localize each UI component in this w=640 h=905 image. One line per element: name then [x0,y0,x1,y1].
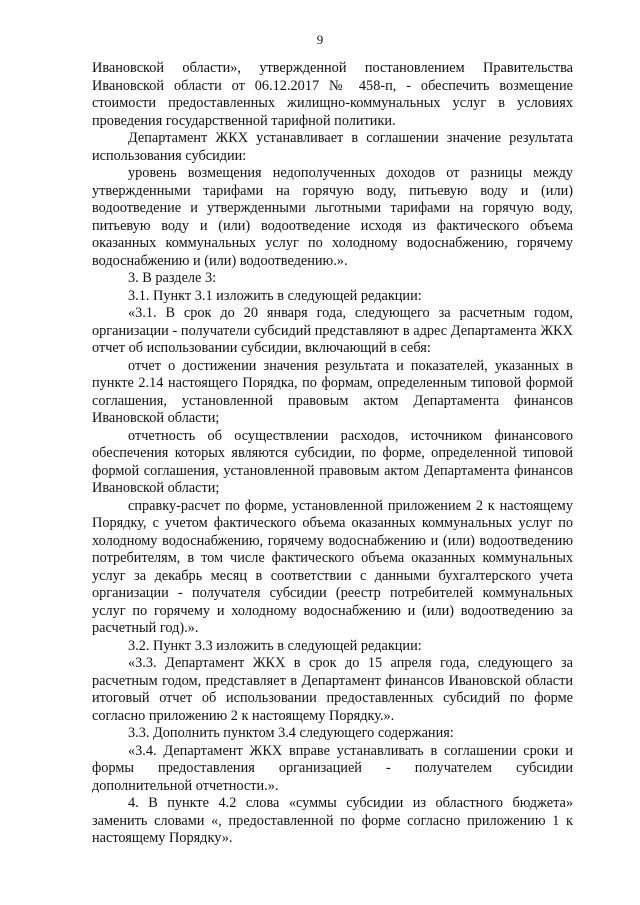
paragraph: «3.1. В срок до 20 января года, следующего за расчетным годом, организации - получатели субсидий представляют в адрес Департамента ЖКХ отчет об использовании субсидии, включающий в себя: [92,305,573,356]
section-heading: 3. В разделе 3: [128,270,217,286]
subsection-heading: 3.1. Пункт 3.1 изложить в следующей редакции: [128,287,422,304]
paragraph: отчет о достижении значения результата и показателей, указанных в пункте 2.14 настоящего Порядка, по формам, определенным типовой формой соглашения, установленной правовым актом Департамента финансов Ивановской области; [92,357,573,426]
paragraph: 4. В пункте 4.2 слова «суммы субсидии из областного бюджета» заменить словами «, предоставленной по форме согласно приложению 1 к настоящему Порядку». [92,795,573,846]
subsection-heading: 3.2. Пункт 3.3 изложить в следующей редакции: [128,637,422,654]
paragraph: справку-расчет по форме, установленной приложением 2 к настоящему Порядку, с учетом фактического объема оказанных коммунальных услуг по холодному водоснабжению, горячему водоснабжению и (или) водоотведению потребителям, в том числе фактического объема оказанных коммунальных услуг за декабрь месяц в соответствии с данными бухгалтерского учета организации - получателя субсидии (реестр потребителей коммунальных услуг по горячему и холодному водоснабжению и (или) водоотведению за расчетный год).». [92,497,573,636]
paragraph: уровень возмещения недополученных доходов от разницы между утвержденными тарифами на горячую воду, питьевую воду и (или) водоотведение и утвержденными льготными тарифами на горячую воду, питьевую воду и (или) водоотведение исходя из фактического объема оказанных коммунальных услуг по холодному водоснабжению, горячему водоснабжению и (или) водоотведению.». [92,165,573,269]
paragraph: Департамент ЖКХ устанавливает в соглашении значение результата использования субсидии: [92,130,573,164]
document-body [92,60,573,848]
page-number: 9 [316,32,324,47]
paragraph: Ивановской области», утвержденной постановлением Правительства Ивановской области от 06.12.2017 № 458-п, - обеспечить возмещение стоимости предоставленных жилищно-коммунальных услуг в условиях проведения государственной тарифной политики. [92,60,573,129]
paragraph: «3.4. Департамент ЖКХ вправе устанавливать в соглашении сроки и формы предоставления организацией - получателем субсидии дополнительной отчетности.». [92,742,573,794]
subsection-heading: 3.3. Дополнить пунктом 3.4 следующего содержания: [128,725,454,741]
paragraph: «3.3. Департамент ЖКХ в срок до 15 апреля года, следующего за расчетным годом, представляет в Департамент финансов Ивановской области итоговый отчет об использовании предоставленных субсидий по форме согласно приложению 2 к настоящему Порядку.». [92,655,573,724]
paragraph: отчетность об осуществлении расходов, источником финансового обеспечения которых являются субсидии, по форме, определенной типовой формой соглашения, установленной правовым актом Департамента финансов Ивановской области; [92,427,573,496]
